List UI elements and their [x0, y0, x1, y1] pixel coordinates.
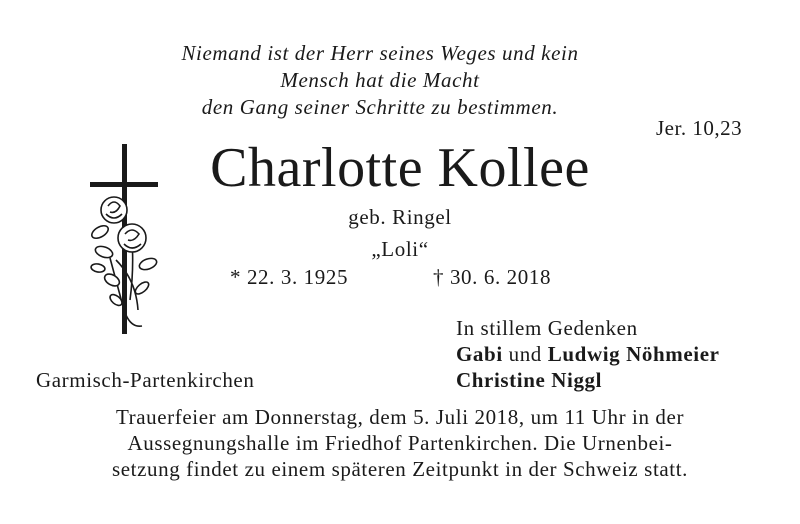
death-date: † 30. 6. 2018 [433, 265, 552, 289]
bible-verse [100, 40, 660, 121]
service-line-1: Trauerfeier am Donnerstag, dem 5. Juli 2018, um 11 Uhr in der [115, 405, 685, 429]
mourner-ludwig: Ludwig Nöhmeier [547, 342, 720, 366]
service-line-2: Aussegnungshalle im Friedhof Partenkirchen. Die Urnenbei- [127, 431, 673, 455]
mourner-gabi: Gabi [456, 342, 503, 366]
nickname: „Loli“ [371, 237, 429, 261]
verse-line-2: Mensch hat die Macht [280, 68, 480, 92]
mourners-line-1 [456, 342, 720, 367]
mourners-heading: In stillem Gedenken [456, 316, 638, 340]
deceased-name: Charlotte Kollee [210, 137, 590, 199]
verse-reference: Jer. 10,23 [656, 116, 743, 140]
funeral-service-info [30, 404, 770, 482]
mourner-conjunction: und [508, 342, 542, 366]
birth-date: * 22. 3. 1925 [230, 265, 349, 289]
place: Garmisch-Partenkirchen [36, 368, 255, 392]
mourner-christine: Christine Niggl [456, 368, 603, 392]
verse-line-3: den Gang seiner Schritte zu bestimmen. [201, 95, 559, 119]
service-line-3: setzung findet zu einem späteren Zeitpunkt in der Schweiz statt. [111, 457, 689, 481]
birth-name: geb. Ringel [348, 205, 452, 229]
verse-line-1: Niemand ist der Herr seines Weges und kein [181, 41, 579, 65]
